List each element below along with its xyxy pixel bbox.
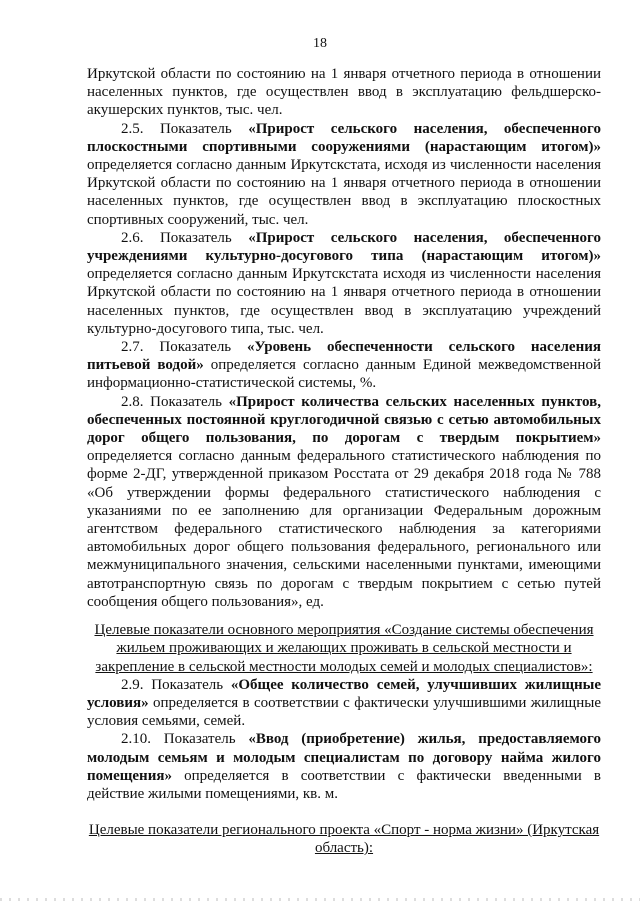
indicator-description: определяется согласно данным Иркутскстата исходя из численности населения Иркутской области по состоянию на 1 января отчетного периода в отношении населенных пунктов, где осуществлен ввод в эксплуатацию учреждений культурно-досугового типа, тыс. чел.	[87, 266, 601, 337]
indicator-2-7	[87, 338, 601, 393]
intro-paragraph: Иркутской области по состоянию на 1 января отчетного периода в отношении населенных пунктов, где осуществлен ввод в эксплуатацию фельдшерско-акушерских пунктов, тыс. чел.	[87, 66, 601, 119]
indicator-2-9	[87, 676, 601, 731]
document-body	[87, 65, 601, 858]
indicator-number: 2.9. Показатель	[121, 676, 231, 693]
indicator-title: «Общее количество семей, улучшивших жилищные условия»	[87, 676, 601, 711]
section-heading-sport: Целевые показатели регионального проекта «Спорт - норма жизни» (Иркутская область):	[88, 822, 600, 857]
indicator-2-6	[87, 229, 601, 338]
indicator-description: определяется согласно данным федерального статистического наблюдения по форме 2-ДГ, утвержденной приказом Росстата от 29 декабря 2018 года № 788 «Об утверждении формы федерального статистического наблюдения с указаниями по ее заполнению для организации Федеральным дорожным агентством федерального статистического наблюдения за категориями автомобильных дорог общего пользования федерального, регионального или межмуниципального значения, сельскими населенными пунктами, имеющими автотранспортную связь по дорогам с твердым покрытием с сетью путей сообщения общего пользования», ед.	[87, 448, 601, 610]
indicator-title: «Ввод (приобретение) жилья, предоставляемого молодым семьям и молодым специалистам по договору найма жилого помещения»	[87, 731, 601, 784]
indicator-2-10	[87, 730, 601, 803]
indicator-2-8	[87, 393, 601, 611]
page-number: 18	[313, 36, 327, 51]
indicator-title: «Уровень обеспеченности сельского населения питьевой водой»	[87, 339, 601, 374]
indicator-number: 2.8. Показатель	[121, 393, 229, 410]
indicator-2-5	[87, 120, 601, 229]
indicator-number: 2.10. Показатель	[121, 731, 249, 748]
indicator-description: определяется в соответствии с фактически улучшившими жилищные условия семьями, семей.	[87, 694, 601, 730]
section-heading-housing: Целевые показатели основного мероприятия «Создание системы обеспечения жильем проживающих и желающих проживать в сельской местности и закрепление в сельской местности молодых семей и молодых специалистов»:	[94, 622, 594, 675]
indicator-number: 2.7. Показатель	[121, 339, 248, 356]
indicator-description: определяется в соответствии с фактически введенными в действие жилыми помещениями, кв. м.	[87, 767, 601, 802]
indicator-title: «Прирост сельского населения, обеспеченного плоскостными спортивными сооружениями (нарастающим итогом)»	[87, 120, 601, 155]
indicator-title: «Прирост сельского населения, обеспеченного учреждениями культурно-досугового типа (нарастающим итогом)»	[87, 229, 601, 265]
scan-artifact	[0, 898, 640, 901]
indicator-number: 2.5. Показатель	[121, 120, 249, 137]
indicator-description: определяется согласно данным Единой межведомственной информационно-статистической системы, %.	[87, 357, 601, 392]
indicator-title: «Прирост количества сельских населенных пунктов, обеспеченных постоянной круглогодичной связью с сетью автомобильных дорог общего пользования, по дорогам с твердым покрытием»	[87, 393, 601, 447]
indicator-description: определяется согласно данным Иркутскстата, исходя из численности населения Иркутской области по состоянию на 1 января отчетного периода в отношении населенных пунктов, где осуществлен ввод в эксплуатацию плоскостных спортивных сооружений, тыс. чел.	[87, 157, 601, 228]
indicator-number: 2.6. Показатель	[121, 229, 249, 246]
